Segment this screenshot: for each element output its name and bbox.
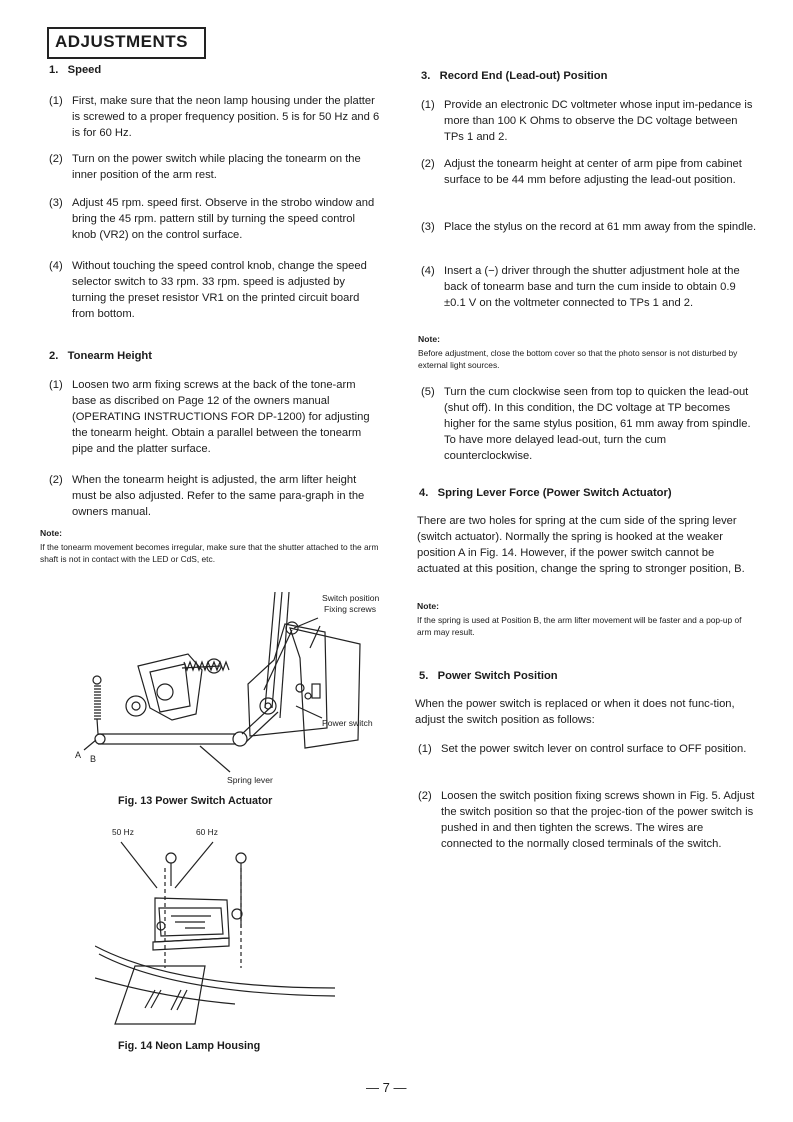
page-title: ADJUSTMENTS — [55, 32, 189, 51]
item-text: Turn on the power switch while placing the tonearm on the inner position of the arm rest. — [72, 153, 361, 181]
item-text: Provide an electronic DC voltmeter whose input im-pedance is more than 100 K Ohms to observe the DC voltage between TPs 1 and 2. — [444, 99, 753, 143]
list-item — [49, 258, 381, 322]
list-item — [49, 472, 381, 520]
item-text: Adjust 45 rpm. speed first. Observe in the strobo window and bring the 45 rpm. pattern still by turning the speed control knob (VR2) on the control surface. — [72, 197, 375, 241]
label-b: B — [90, 754, 97, 764]
item-number: (2) — [49, 153, 63, 165]
neon-lamp-housing-diagram — [95, 838, 335, 1028]
list-item — [49, 377, 381, 457]
item-number: (2) — [49, 474, 63, 486]
label-switch-position: Switch position — [322, 593, 380, 603]
section-4-heading: 4. Spring Lever Force (Power Switch Actuator) — [419, 487, 672, 499]
list-item — [49, 195, 381, 243]
title-box — [47, 27, 206, 59]
item-text: Set the power switch lever on control surface to OFF position. — [441, 743, 747, 755]
section-1-heading: 1. Speed — [49, 64, 102, 76]
section-3-heading: 3. Record End (Lead-out) Position — [421, 70, 608, 82]
page-number: — 7 — — [366, 1080, 407, 1095]
note-text: Before adjustment, close the bottom cover so that the photo sensor is not disturbed by external light sources. — [418, 348, 738, 370]
item-number: (4) — [421, 265, 435, 277]
note-label: Note: — [40, 528, 62, 538]
note-text: If the spring is used at Position B, the arm lifter movement will be faster and a pop-up of arm may result. — [417, 615, 742, 637]
label-50hz: 50 Hz — [112, 827, 134, 837]
list-item — [49, 151, 381, 183]
list-item — [49, 93, 381, 141]
label-a: A — [75, 750, 82, 760]
item-number: (2) — [421, 158, 435, 170]
item-text: When the tonearm height is adjusted, the arm lifter height must be also adjusted. Refer to the same para-graph in the owners manual. — [72, 474, 365, 518]
list-item — [421, 97, 757, 145]
list-item — [421, 156, 757, 188]
figure-14-caption: Fig. 14 Neon Lamp Housing — [118, 1040, 261, 1052]
item-text: Adjust the tonearm height at center of arm pipe from cabinet surface to be 44 mm before adjusting the lead-out position. — [444, 158, 742, 186]
section-2-heading: 2. Tonearm Height — [49, 350, 152, 362]
item-number: (2) — [418, 790, 432, 802]
item-text: Loosen the switch position fixing screws shown in Fig. 5. Adjust the switch position so that the projec-tion of the power switch is pushed in and then tighten the screws. The wires are connected to the normally closed terminals of the switch. — [441, 790, 755, 850]
section-5-heading: 5. Power Switch Position — [419, 670, 558, 682]
note-text: If the tonearm movement becomes irregular, make sure that the shutter attached to the arm shaft is not in contact with the LED or CdS, etc. — [40, 542, 379, 564]
list-item — [418, 788, 757, 852]
item-number: (1) — [418, 743, 432, 755]
label-power-switch: Power switch — [322, 718, 373, 728]
item-number: (1) — [49, 379, 63, 391]
power-switch-actuator-diagram — [60, 588, 400, 788]
item-number: (5) — [421, 386, 435, 398]
figure-13-caption: Fig. 13 Power Switch Actuator — [118, 795, 273, 807]
label-60hz: 60 Hz — [196, 827, 218, 837]
item-number: (4) — [49, 260, 63, 272]
list-item — [418, 741, 757, 757]
note-label: Note: — [417, 601, 439, 611]
label-spring-lever: Spring lever — [227, 775, 273, 785]
item-text: Without touching the speed control knob, change the speed selector switch to 33 rpm. 33 rpm. speed is adjusted by turning the preset resistor VR1 on the printed circuit board from bottom. — [72, 260, 367, 320]
list-item — [421, 384, 757, 464]
item-text: Loosen two arm fixing screws at the back of the tone-arm base as discribed on Page 12 of the owners manual (OPERATING INSTRUCTIONS FOR DP-1200) for adjusting the tonearm height. Obtain a parallel between the tonearm pipe and the platter surface. — [72, 379, 370, 455]
item-number: (3) — [421, 221, 435, 233]
item-text: Place the stylus on the record at 61 mm away from the spindle. — [444, 221, 757, 233]
item-number: (3) — [49, 197, 63, 209]
item-number: (1) — [421, 99, 435, 111]
note-label: Note: — [418, 334, 440, 344]
section-4-body: There are two holes for spring at the cum side of the spring lever (switch actuator). Normally the spring is hooked at the weaker position A in Fig. 14. However, if the power switch cannot be actuated at this position, change the spring to stronger position, B. — [417, 515, 745, 575]
item-number: (1) — [49, 95, 63, 107]
list-item — [421, 219, 757, 235]
item-text: First, make sure that the neon lamp housing under the platter is screwed to a proper frequency position. 5 is for 50 Hz and 6 is for 60 Hz. — [72, 95, 380, 139]
section-5-body: When the power switch is replaced or when it does not func-tion, adjust the switch position as follows: — [415, 698, 735, 726]
list-item — [421, 263, 757, 311]
item-text: Turn the cum clockwise seen from top to quicken the lead-out (shut off). In this condition, the DC voltage at TP becomes higher for the same stylus position, 61 mm away from spindle. To have more delayed lead-out, turn the cum counterclockwise. — [444, 386, 751, 462]
label-fixing-screws: Fixing screws — [324, 604, 377, 614]
item-text: Insert a (−) driver through the shutter adjustment hole at the back of tonearm base and turn the cum inside to obtain 0.9 ±0.1 V on the voltmeter connected to TPs 1 and 2. — [444, 265, 740, 309]
